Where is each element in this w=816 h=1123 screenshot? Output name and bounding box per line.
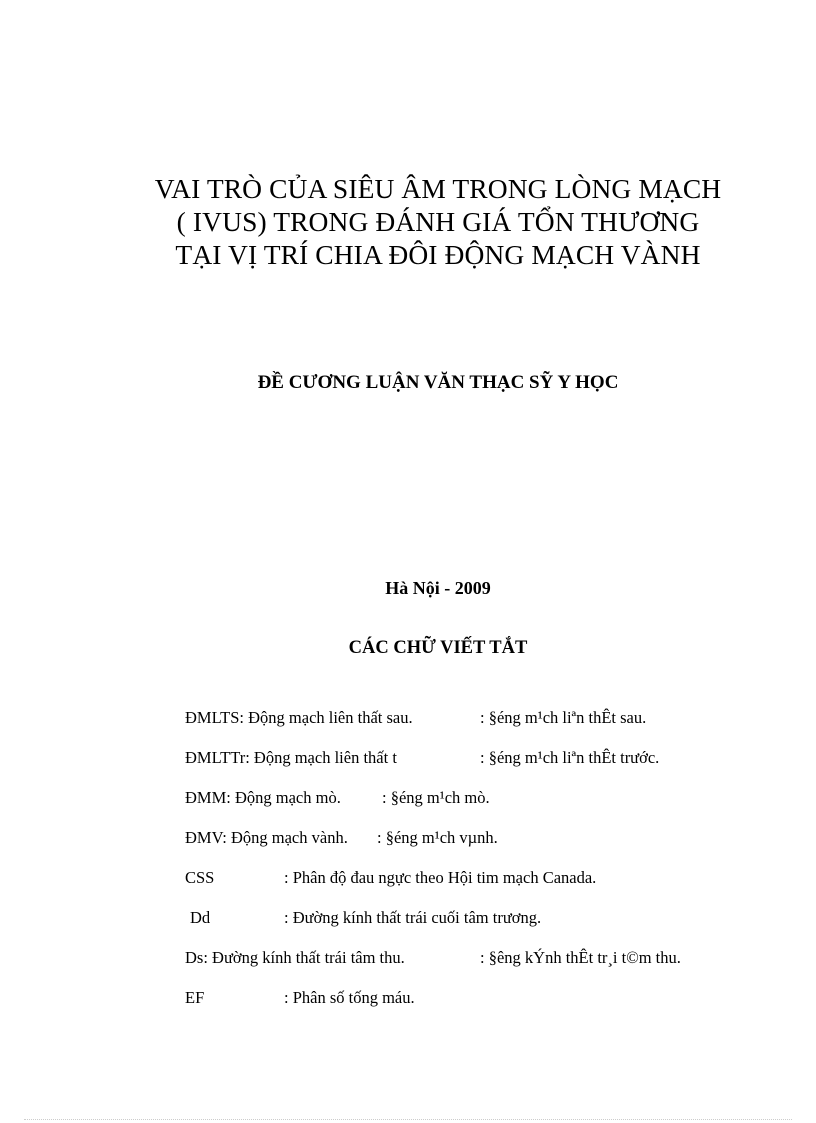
abbreviation-definition: : Phân độ đau ngực theo Hội tim mạch Canada. [284,868,597,887]
abbreviation-row [0,906,816,930]
abbreviation-term: ĐMLTTr: Động mạch liên thất t [185,748,397,767]
abbreviations-heading: CÁC CHỮ VIẾT TẮT [348,638,528,658]
title-line-1: VAI TRÒ CỦA SIÊU ÂM TRONG LÒNG MẠCH [154,173,722,204]
abbreviation-definition: : Phân số tống máu. [284,988,415,1007]
abbreviation-definition: : Đường kính thất trái cuối tâm trương. [284,908,542,927]
abbreviation-definition: : §éng m¹ch mò. [382,788,490,807]
abbreviation-definition: : §éng m¹ch vµnh. [377,828,498,847]
abbreviation-row [0,746,816,770]
abbreviation-row [0,986,816,1010]
abbreviation-term: ĐMV: Động mạch vành. [185,828,348,847]
abbreviation-row [0,826,816,850]
abbreviation-term: CSS [185,868,215,887]
abbreviation-definition: : §éng m¹ch liªn thÊt trước. [480,748,660,767]
abbreviation-term: Dd [190,908,211,927]
abbreviation-row [0,866,816,890]
abbreviation-term: ĐMLTS: Động mạch liên thất sau. [185,708,413,727]
title-line-2: ( IVUS) TRONG ĐÁNH GIÁ TỔN THƯƠNG [176,206,700,237]
abbreviation-row [0,786,816,810]
title-line-3: TẠI VỊ TRÍ CHIA ĐÔI ĐỘNG MẠCH VÀNH [175,239,701,270]
abbreviation-row [0,706,816,730]
abbreviation-definition: : §êng kÝnh thÊt tr¸i t©m thu. [480,948,681,967]
abbreviation-row [0,946,816,970]
document-title [0,172,816,271]
place-date: Hà Nội - 2009 [385,578,491,598]
abbreviation-term: Ds: Đường kính thất trái tâm thu. [185,948,405,967]
page-bottom-divider [24,1119,792,1120]
document-subtitle: ĐỀ CƯƠNG LUẬN VĂN THẠC SỸ Y HỌC [257,372,619,393]
abbreviation-definition: : §éng m¹ch liªn thÊt sau. [480,708,647,727]
abbreviation-term: EF [185,988,205,1007]
abbreviation-term: ĐMM: Động mạch mò. [185,788,341,807]
